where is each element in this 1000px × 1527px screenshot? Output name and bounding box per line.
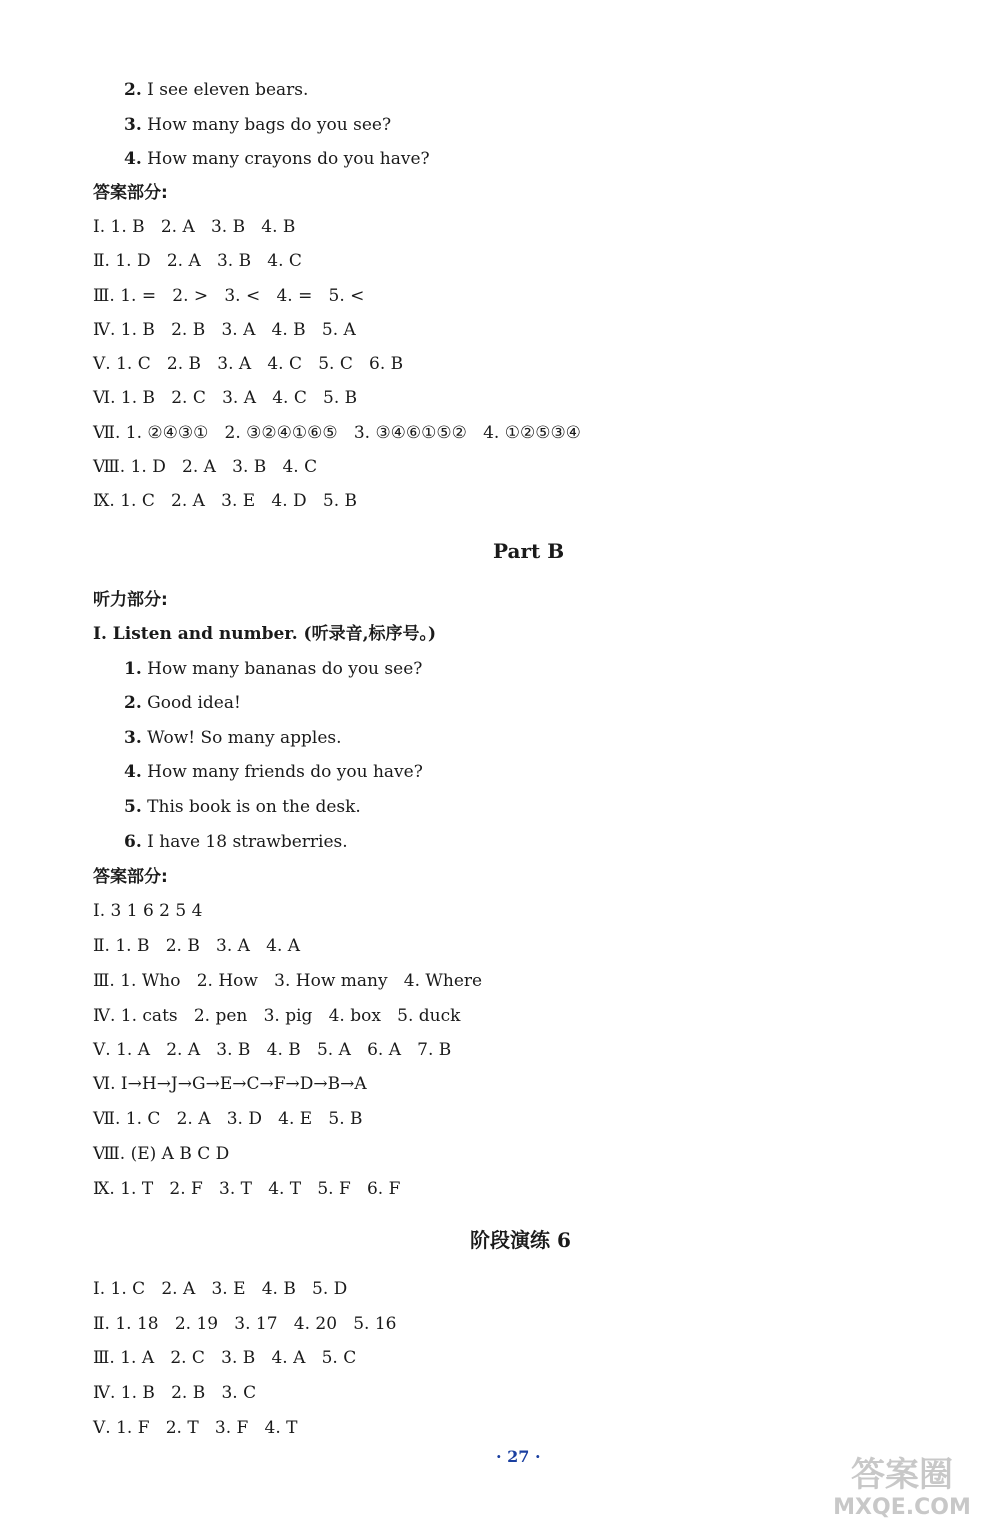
watermark-top: 答案圈: [851, 1455, 953, 1495]
dialog-line: 4. How many crayons do you have?: [124, 149, 430, 169]
answer-line: Ⅷ. (E) A B C D: [93, 1144, 230, 1164]
answer-line: Ⅰ. 1. C 2. A 3. E 4. B 5. D: [93, 1279, 348, 1299]
answer-line: Ⅳ. 1. cats 2. pen 3. pig 4. box 5. duck: [93, 1006, 461, 1026]
answer-line: Ⅴ. 1. A 2. A 3. B 4. B 5. A 6. A 7. B: [93, 1040, 452, 1060]
answer-line: Ⅶ. 1. ②④③① 2. ③②④①⑥⑤ 3. ③④⑥①⑤② 4. ①②⑤③④: [93, 423, 581, 443]
answer-line: Ⅵ. I→H→J→G→E→C→F→D→B→A: [93, 1074, 367, 1094]
answer-line: Ⅲ. 1. = 2. > 3. < 4. = 5. <: [93, 286, 365, 306]
part-b-title: Part B: [493, 539, 565, 563]
answer-line: Ⅴ. 1. F 2. T 3. F 4. T: [93, 1418, 298, 1438]
dialog-line: 3. How many bags do you see?: [124, 115, 392, 135]
listen-line: 2. Good idea!: [124, 693, 241, 713]
watermark: [812, 1455, 992, 1521]
listen-line: 1. How many bananas do you see?: [124, 659, 423, 679]
answer-line: Ⅶ. 1. C 2. A 3. D 4. E 5. B: [93, 1109, 363, 1129]
answer-header: 答案部分:: [93, 183, 168, 203]
answer-line: Ⅱ. 1. B 2. B 3. A 4. A: [93, 936, 301, 956]
answer-line: Ⅸ. 1. C 2. A 3. E 4. D 5. B: [93, 491, 357, 511]
answer-line: Ⅵ. 1. B 2. C 3. A 4. C 5. B: [93, 388, 358, 408]
answer-line: Ⅱ. 1. D 2. A 3. B 4. C: [93, 251, 302, 271]
answer-header: 答案部分:: [93, 867, 168, 887]
answer-line: Ⅲ. 1. A 2. C 3. B 4. A 5. C: [93, 1348, 357, 1368]
task-title: Ⅰ. Listen and number. (听录音,标序号。): [93, 624, 437, 644]
answer-line: Ⅸ. 1. T 2. F 3. T 4. T 5. F 6. F: [93, 1179, 401, 1199]
dialog-line: 2. I see eleven bears.: [124, 80, 309, 100]
listening-header: 听力部分:: [93, 590, 168, 610]
page-number: · 27 ·: [496, 1447, 541, 1466]
answer-line: Ⅷ. 1. D 2. A 3. B 4. C: [93, 457, 318, 477]
answer-line: Ⅴ. 1. C 2. B 3. A 4. C 5. C 6. B: [93, 354, 404, 374]
listen-line: 5. This book is on the desk.: [124, 797, 361, 817]
answer-line: Ⅱ. 1. 18 2. 19 3. 17 4. 20 5. 16: [93, 1314, 397, 1334]
listen-line: 3. Wow! So many apples.: [124, 728, 342, 748]
answer-line: Ⅰ. 1. B 2. A 3. B 4. B: [93, 217, 296, 237]
answer-line: Ⅳ. 1. B 2. B 3. A 4. B 5. A: [93, 320, 356, 340]
stage6-title: 阶段演练 6: [470, 1228, 571, 1252]
listen-line: 6. I have 18 strawberries.: [124, 832, 348, 852]
watermark-bottom: MXQE.COM: [833, 1495, 971, 1520]
answer-line: Ⅰ. 3 1 6 2 5 4: [93, 901, 203, 921]
listen-line: 4. How many friends do you have?: [124, 762, 423, 782]
answer-line: Ⅲ. 1. Who 2. How 3. How many 4. Where: [93, 971, 483, 991]
answer-line: Ⅳ. 1. B 2. B 3. C: [93, 1383, 257, 1403]
